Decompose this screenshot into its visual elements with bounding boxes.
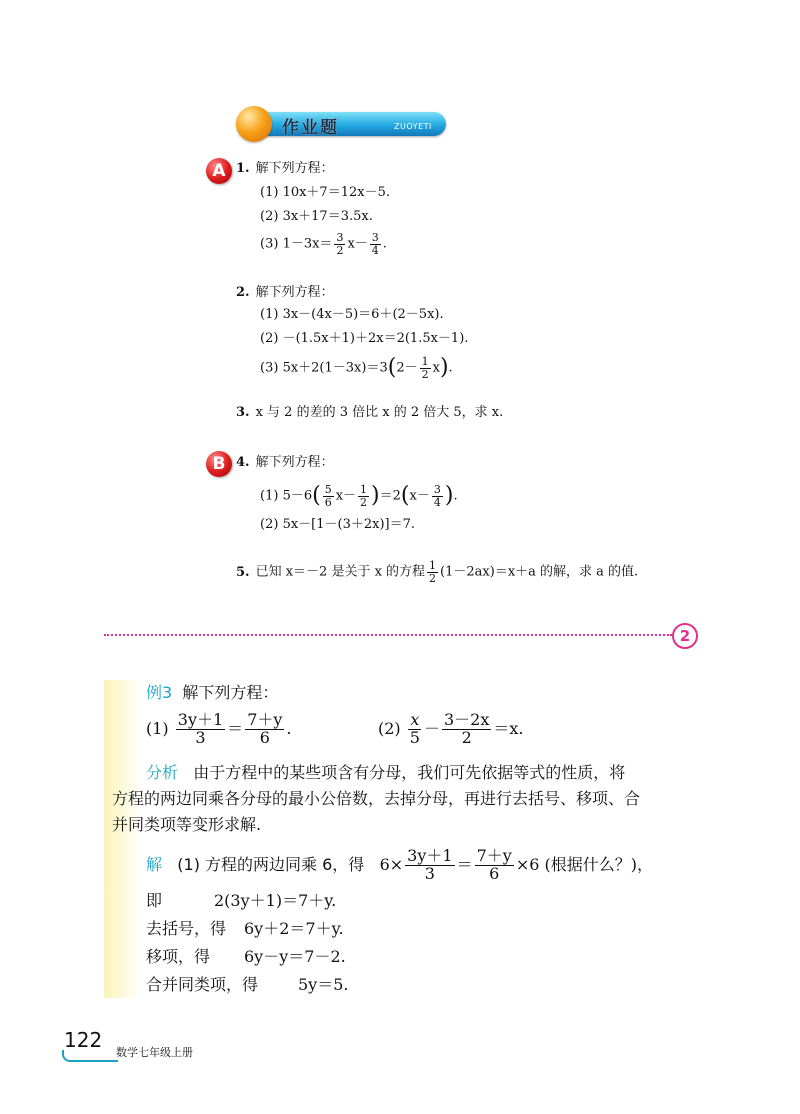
- numerator: 3: [336, 231, 344, 244]
- q3-text: x 与 2 的差的 3 倍比 x 的 2 倍大 5，求 x.: [255, 405, 504, 420]
- denominator: 6: [259, 727, 270, 747]
- section-number-badge: 2: [672, 623, 698, 649]
- example-eq2-end: ＝x.: [493, 718, 524, 738]
- fraction: [245, 712, 284, 747]
- q1-part2: [260, 208, 373, 226]
- q5-number: 5.: [236, 564, 250, 580]
- q2-part3-label: (3): [260, 360, 279, 376]
- homework-banner: [236, 104, 448, 144]
- q1-number: 1.: [236, 161, 250, 176]
- numerator: 3y＋1: [177, 710, 224, 729]
- solution-intro: (1) 方程的两边同乘 6，得: [177, 854, 365, 874]
- q4-part2: [260, 516, 415, 534]
- numerator: 5: [324, 483, 332, 496]
- numerator: 3y＋1: [407, 846, 453, 865]
- q4-part1: [260, 484, 458, 508]
- q4-part1-rhs: x－: [409, 488, 430, 504]
- q4-part1-mid: x－: [335, 488, 357, 504]
- step-1-label: 即: [146, 891, 163, 910]
- step-3-label: 移项，得: [146, 947, 211, 966]
- example-eq1-end: .: [286, 718, 292, 738]
- left-paren: (: [312, 483, 321, 509]
- fraction: [370, 232, 381, 256]
- q2-part3-var: x: [432, 360, 440, 376]
- q2-prompt: [236, 284, 334, 302]
- numerator: x: [410, 710, 420, 729]
- example-header: [146, 682, 278, 704]
- denominator: 3: [424, 863, 435, 883]
- fraction: [420, 356, 431, 380]
- q1-part3-mid: x－: [347, 236, 368, 252]
- fraction: [408, 712, 422, 747]
- q1-part1-label: (1): [260, 185, 279, 200]
- fraction: [432, 484, 443, 508]
- step-2-eq: 6y＋2＝7＋y.: [244, 919, 344, 938]
- banner-title: 作业题: [282, 118, 339, 138]
- q5: [236, 560, 638, 584]
- q2-prompt-text: 解下列方程：: [255, 285, 334, 300]
- fraction: [334, 232, 345, 256]
- step-2-label: 去括号，得: [146, 919, 227, 938]
- left-paren: (: [400, 483, 410, 509]
- example-label: 例3: [146, 683, 173, 702]
- q1-part2-label: (2): [260, 209, 279, 224]
- page-number-swoosh: [62, 1050, 118, 1062]
- fraction: [358, 484, 369, 508]
- step-3-eq: 6y－y＝7－2.: [244, 947, 346, 966]
- step-4-label: 合并同类项，得: [146, 975, 259, 994]
- q3: [236, 404, 503, 422]
- fraction: [442, 712, 491, 747]
- denominator: 3: [195, 727, 206, 747]
- q5-text-end: (1－2ax)＝x＋a 的解，求 a 的值.: [440, 564, 639, 580]
- q2-part1-label: (1): [260, 307, 279, 322]
- fraction: [475, 848, 514, 883]
- q1-part3: [260, 232, 387, 256]
- q2-part1: [260, 306, 444, 324]
- solution-line: [146, 848, 653, 883]
- q4-part1-label: (1): [260, 488, 279, 504]
- analysis-line-3: 并同类项等变形求解.: [112, 815, 262, 834]
- q2-part3: [260, 356, 453, 380]
- numerator: 1: [360, 483, 368, 496]
- step-1-eq: 2(3y＋1)＝7＋y.: [214, 891, 337, 910]
- analysis-line-2: 方程的两边同乘各分母的最小公倍数，去掉分母，再进行去括号、移项、合: [112, 789, 641, 808]
- fraction: [323, 484, 334, 508]
- example-eq2: [378, 712, 523, 747]
- denominator: 2: [461, 727, 472, 747]
- example-prompt: 解下列方程：: [182, 683, 279, 702]
- q4-number: 4.: [236, 455, 250, 470]
- solution-lhs: 6×: [379, 854, 404, 874]
- level-b-badge-icon: B: [206, 451, 232, 477]
- denominator: 5: [409, 727, 420, 747]
- analysis-line-1: [146, 762, 625, 784]
- denominator: 6: [489, 863, 500, 883]
- analysis-text-1: 由于方程中的某些项含有分母，我们可先依据等式的性质，将: [193, 763, 626, 782]
- q1-part1: [260, 184, 390, 202]
- q2-part3-end: .: [448, 360, 453, 376]
- q2-part2-equation: －(1.5x＋1)＋2x＝2(1.5x－1).: [282, 331, 469, 346]
- q4-prompt: [236, 454, 334, 472]
- analysis-label: 分析: [146, 763, 179, 782]
- numerator: 7＋y: [247, 710, 283, 729]
- fraction: [427, 560, 438, 584]
- step-4-eq: 5y＝5.: [298, 975, 349, 994]
- q5-text-start: 已知 x＝－2 是关于 x 的方程: [255, 564, 426, 580]
- equals-sign: ＝: [456, 854, 473, 874]
- right-paren: ): [444, 483, 454, 509]
- level-a-badge-icon: A: [206, 158, 232, 184]
- q1-part3-lhs: 1－3x＝: [282, 236, 333, 252]
- q4-part1-eq: ＝2: [379, 488, 401, 504]
- q2-number: 2.: [236, 285, 250, 300]
- numerator: 3: [433, 483, 441, 496]
- q4-prompt-text: 解下列方程：: [255, 455, 334, 470]
- minus-sign: －: [423, 718, 440, 738]
- right-paren: ): [439, 355, 449, 381]
- left-paren: (: [387, 355, 397, 381]
- example-highlight-bar: [104, 680, 140, 998]
- q1-part3-end: .: [382, 236, 387, 252]
- numerator: 3－2x: [443, 710, 490, 729]
- example-eq1: [146, 712, 292, 747]
- banner-ball-icon: [236, 106, 272, 142]
- q2-part3-inner: 2－: [396, 360, 418, 376]
- solution-label: 解: [146, 854, 163, 874]
- solution-rhs: ×6 (根据什么？)，: [515, 854, 653, 874]
- page-number: 122: [64, 1028, 103, 1052]
- q1-prompt: [236, 160, 334, 178]
- q2-part2-label: (2): [260, 331, 279, 346]
- q1-part3-label: (3): [260, 236, 279, 252]
- example-eq2-label: (2): [378, 718, 401, 738]
- q2-part2: [260, 330, 468, 348]
- numerator: 7＋y: [476, 846, 512, 865]
- example-eq1-label: (1): [146, 718, 169, 738]
- fraction: [405, 848, 454, 883]
- fraction: [176, 712, 225, 747]
- section-divider: [104, 634, 672, 636]
- q1-part1-equation: 10x＋7＝12x－5.: [282, 185, 390, 200]
- denominator: 6: [324, 495, 332, 509]
- numerator: 1: [429, 559, 437, 572]
- denominator: 4: [433, 495, 441, 509]
- q3-number: 3.: [236, 405, 250, 420]
- q4-part1-end: .: [453, 488, 458, 504]
- book-title: 数学七年级上册: [116, 1046, 193, 1059]
- right-paren: ): [371, 483, 380, 509]
- q1-prompt-text: 解下列方程：: [255, 161, 334, 176]
- numerator: 3: [371, 231, 379, 244]
- numerator: 1: [421, 355, 429, 368]
- denominator: 2: [360, 495, 368, 509]
- denominator: 2: [421, 367, 429, 381]
- equals-sign: ＝: [227, 718, 244, 738]
- q4-part2-label: (2): [260, 517, 279, 532]
- banner-subtitle: ZUOYETI: [394, 122, 432, 131]
- q4-part2-equation: 5x－[1－(3＋2x)]＝7.: [282, 517, 416, 532]
- q2-part3-lhs: 5x＋2(1－3x)＝3: [282, 360, 388, 376]
- q2-part1-equation: 3x－(4x－5)＝6＋(2－5x).: [282, 307, 444, 322]
- denominator: 2: [336, 243, 344, 257]
- denominator: 2: [429, 571, 437, 585]
- step-1: [146, 890, 162, 912]
- q4-part1-lhs: 5－6: [282, 488, 313, 504]
- q1-part2-equation: 3x＋17＝3.5x.: [282, 209, 373, 224]
- denominator: 4: [371, 243, 379, 257]
